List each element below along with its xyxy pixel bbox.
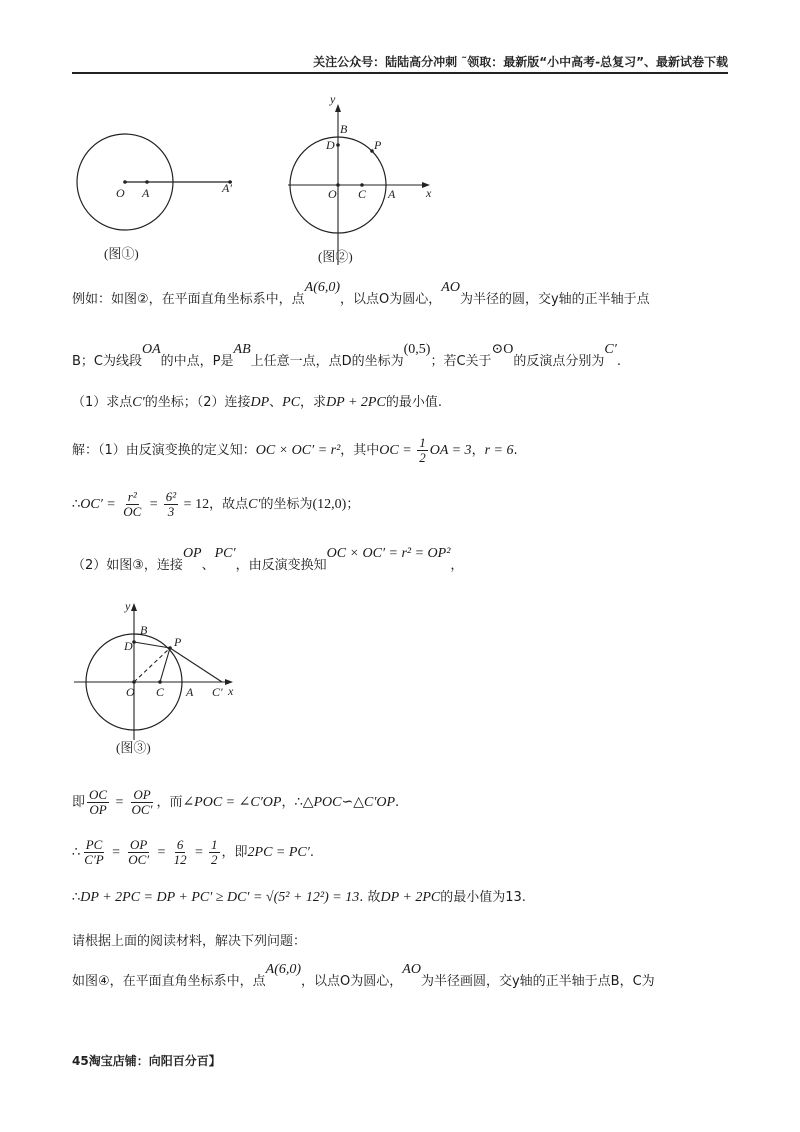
figure-3: [70, 600, 250, 760]
fig3-label-y: y: [125, 600, 131, 613]
fig3-label-P: P: [174, 635, 182, 649]
fig3-caption: (图③): [116, 740, 151, 755]
figure-2: [280, 95, 450, 270]
example-line-3: （1）求点C′的坐标；（2）连接DP、PC，求DP + 2PC的最小值.: [72, 395, 442, 410]
fig3-label-O: O: [126, 685, 135, 699]
fig2-label-P: P: [374, 138, 382, 152]
solution-line-6: ∴DP + 2PC = DP + PC′ ≥ DC′ = √(5² + 12²) = 13. 故DP + 2PC的最小值为13.: [72, 890, 526, 905]
fig2-label-y: y: [330, 95, 336, 106]
fig3-label-A: A: [186, 685, 194, 699]
page-footer: 45淘宝店铺：向阳百分百】: [72, 1054, 221, 1068]
fig3-label-B: B: [140, 623, 148, 637]
fig3-label-C: C: [156, 685, 165, 699]
solution-line-4: 即 $\frac{OC}{OP}$ = $\frac{OP}{OC'}$ ，而∠POC = ∠C′OP，∴△POC∽△C′OP.: [72, 787, 400, 817]
example-line-2: B；C为线段OA的中点，P是AB上任意一点，点D的坐标为(0,5)；若C关于⊙O的反演点分别为C′.: [72, 342, 621, 369]
fig2-label-A: A: [388, 187, 396, 201]
example-line-1: 例如：如图②，在平面直角坐标系中，点A(6,0)，以点O为圆心，AO为半径的圆，交y轴的正半轴于点: [72, 280, 650, 307]
fig2-label-C: C: [358, 187, 367, 201]
problem-line-1: 请根据上面的阅读材料，解决下列问题：: [72, 934, 307, 949]
figure-1: [70, 110, 250, 270]
fig2-label-B: B: [340, 122, 348, 136]
fig2-label-O: O: [328, 187, 337, 201]
fig1-caption: (图①): [104, 246, 139, 261]
problem-line-2: 如图④，在平面直角坐标系中，点A(6,0)，以点O为圆心，AO为半径画圆，交y轴的正半轴于点B，C为: [72, 962, 655, 989]
fig3-segment-PC-prime: [170, 648, 222, 682]
fig1-label-A-prime: A′: [222, 181, 232, 195]
solution-line-1: 解：（1）由反演变换的定义知：OC × OC′ = r²，其中OC = $\frac{1}{2}$ OA = 3，r = 6.: [72, 435, 518, 465]
fig1-label-O: O: [116, 186, 125, 200]
page-header: 关注公众号：陆陆高分冲刺 ˜领取：最新版“小中高考-总复习”、最新试卷下载: [313, 55, 728, 69]
fig2-label-D: D: [326, 138, 335, 152]
fig3-label-D: D: [124, 639, 133, 653]
fig2-label-x: x: [426, 186, 432, 200]
fig2-caption: (图②): [318, 249, 353, 264]
solution-line-3: （2）如图③，连接OP、PC′，由反演变换知OC × OC′ = r² = OP²，: [72, 546, 464, 573]
fig3-label-C-prime: C′: [212, 685, 223, 699]
fig1-label-A: A: [142, 186, 150, 200]
solution-line-2: ∴OC′ = $\frac{\text{r²}}{OC}$ = $\frac{\text{6²}}{3}$ = 12，故点C′的坐标为(12,0)；: [72, 489, 360, 519]
header-rule: [72, 72, 728, 74]
fig3-label-x: x: [228, 684, 234, 698]
solution-line-5: ∴ $\frac{PC}{C'P}$ = $\frac{OP}{OC'}$ = $\frac{6}{12}$ = $\frac{1}{2}$ ，即2PC = PC′.: [72, 837, 314, 867]
